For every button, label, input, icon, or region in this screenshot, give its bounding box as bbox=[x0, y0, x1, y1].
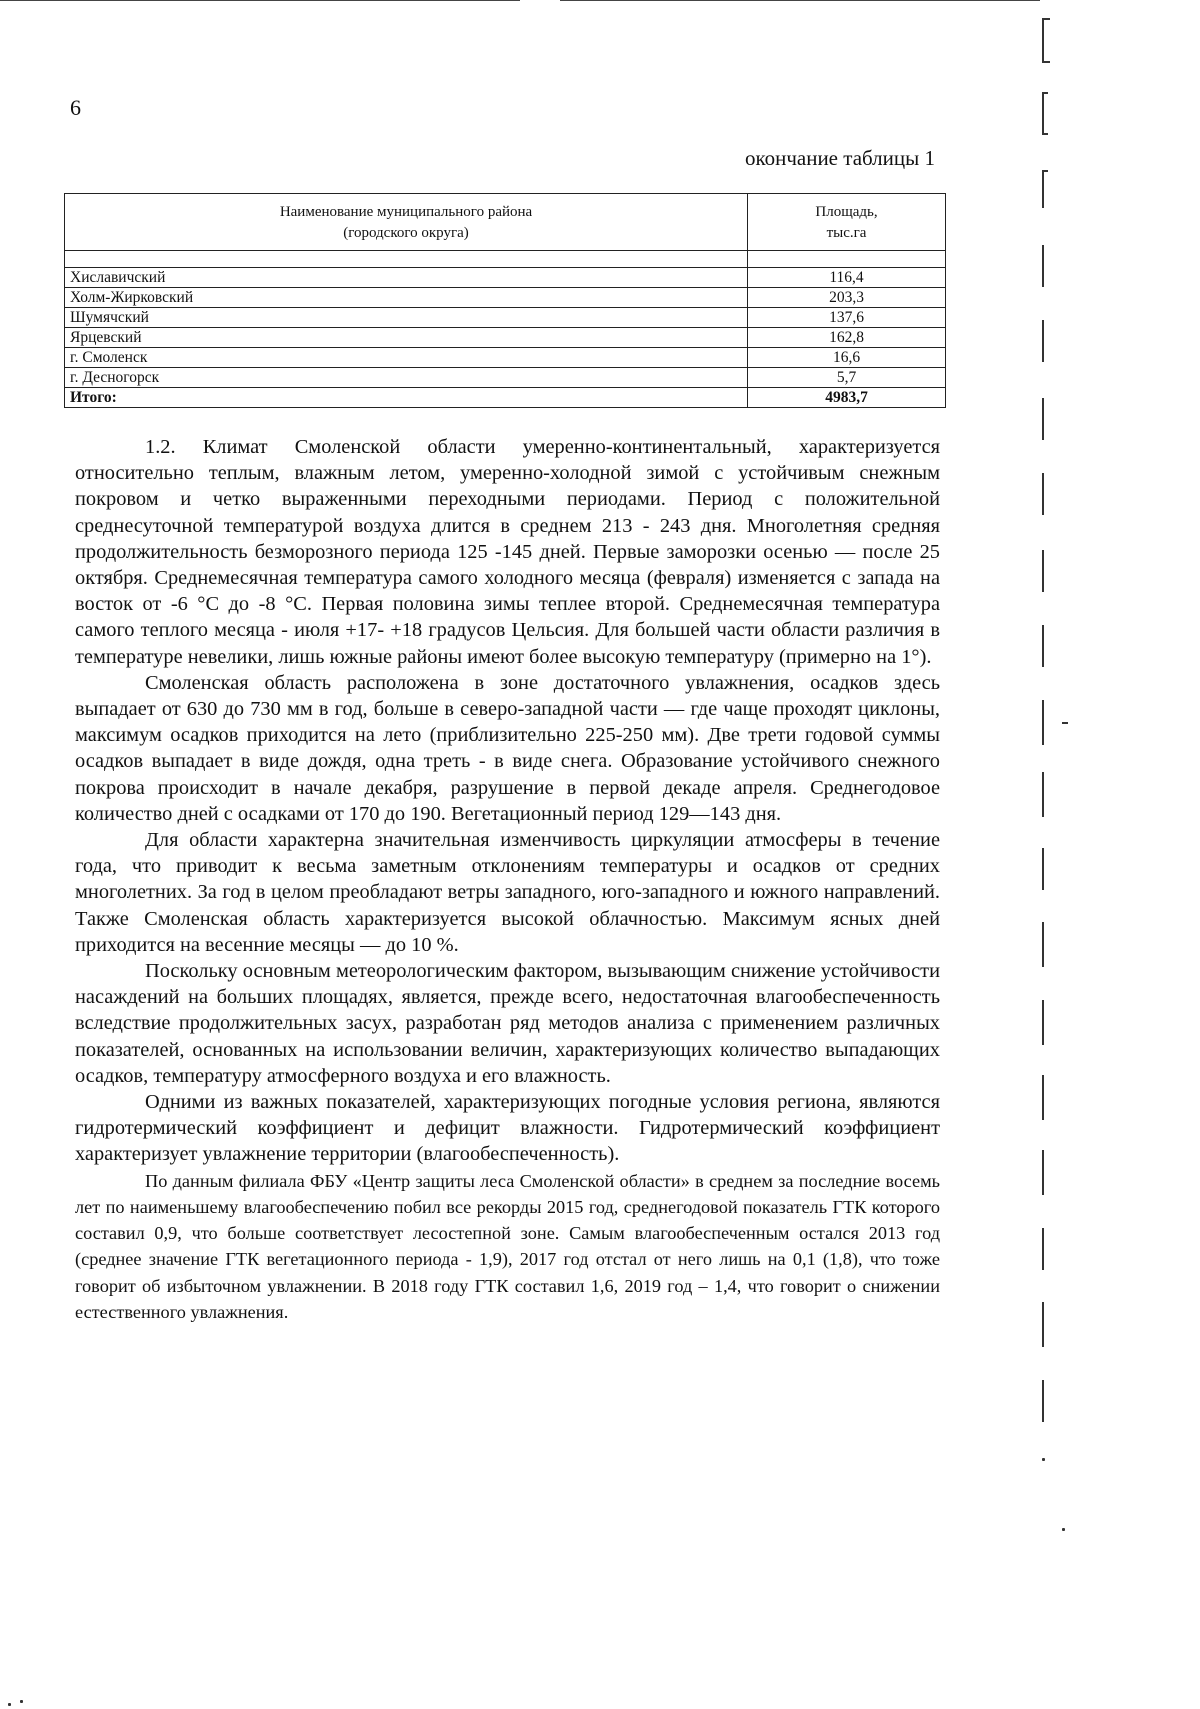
header-district-name: Наименование муниципального района (городского округа) bbox=[65, 194, 748, 251]
table-row bbox=[65, 328, 946, 348]
table-row bbox=[65, 288, 946, 308]
paragraph-gtk-data: По данным филиала ФБУ «Центр защиты леса Смоленской области» в среднем за последние восемь лет по наименьшему влагообеспечению побил все рекорды 2015 год, среднегодовой показатель ГТК которого составил 0,9, что больше соответствует лесостепной зоне. Самым влагообеспеченным остался 2013 год (среднее значение ГТК вегетационного периода - 1,9), 2017 год отстал от него лишь на 0,1 (1,8), что тоже говорит об избыточном увлажнении. В 2018 году ГТК составил 1,6, 2019 год – 1,4, что говорит о снижении естественного увлажнения. bbox=[75, 1170, 940, 1322]
table-header-row bbox=[65, 194, 946, 251]
municipal-area-table bbox=[64, 193, 946, 408]
table-row bbox=[65, 348, 946, 368]
page-number: 6 bbox=[70, 95, 81, 120]
table-caption: окончание таблицы 1 bbox=[744, 146, 935, 170]
table-row bbox=[65, 268, 946, 288]
district-area: 5,7 bbox=[748, 368, 946, 388]
district-name: г. Десногорск bbox=[65, 368, 748, 388]
district-name: г. Смоленск bbox=[65, 348, 748, 368]
district-name: Хиславичский bbox=[65, 268, 748, 288]
district-name: Холм-Жирковский bbox=[65, 288, 748, 308]
scan-edge-top-left bbox=[0, 0, 520, 1]
total-area: 4983,7 bbox=[748, 388, 946, 408]
paragraph-indicators: Одними из важных показателей, характеризующих погодные условия региона, являются гидротермический коэффициент и дефицит влажности. Гидротермический коэффициент характеризует увлажнение территории (влагообеспеченность). bbox=[75, 1091, 940, 1166]
district-area: 203,3 bbox=[748, 288, 946, 308]
total-label: Итого: bbox=[65, 388, 748, 408]
paragraph-precipitation: Смоленская область расположена в зоне достаточного увлажнения, осадков здесь выпадает от 630 до 730 мм в год, больше в северо-западной части — где чаще проходят циклоны, максимум осадков приходится на лето (приблизительно 225-250 мм). Две трети годовой суммы осадков выпадает в виде дождя, одна треть - в виде снега. Образование устойчивого снежного покрова происходит в начале декабря, разрушение в первой декаде апреля. Среднегодовое количество дней с осадками от 170 до 190. Вегетационный период 129—143 дня. bbox=[75, 671, 940, 825]
paragraph-circulation: Для области характерна значительная изменчивость циркуляции атмосферы в течение года, что приводит к весьма заметным отклонениям температуры и осадков от средних многолетних. За год в целом преобладают ветры западного, юго-западного и южного направлений. Также Смоленская область характеризуется высокой облачностью. Максимум ясных дней приходится на весенние месяцы — до 10 %. bbox=[75, 829, 940, 956]
district-name: Шумячский bbox=[65, 308, 748, 328]
table-row bbox=[65, 308, 946, 328]
paragraph-climate: 1.2. Климат Смоленской области умеренно-континентальный, характеризуется относительно теплым, влажным летом, умеренно-холодной зимой с устойчивым снежным покровом и четко выраженными переходными периодами. Период с положительной среднесуточной температурой воздуха длится в среднем 213 - 243 дня. Многолетняя средняя продолжительность безморозного периода 125 -145 дней. Первые заморозки осенью — после 25 октября. Среднемесячная температура самого холодного месяца (февраля) изменяется с запада на восток от -6 °С до -8 °С. Первая половина зимы теплее второй. Среднемесячная температура самого теплого месяца - июля +17- +18 градусов Цельсия. Для большей части области различия в температуре невелики, лишь южные районы имеют более высокую температуру (примерно на 1°). bbox=[75, 436, 940, 668]
table-row bbox=[65, 368, 946, 388]
table-spacer-row bbox=[65, 251, 946, 268]
body-text bbox=[75, 434, 940, 1325]
district-area: 116,4 bbox=[748, 268, 946, 288]
district-area: 137,6 bbox=[748, 308, 946, 328]
district-area: 162,8 bbox=[748, 328, 946, 348]
district-area: 16,6 bbox=[748, 348, 946, 368]
table-total-row bbox=[65, 388, 946, 408]
header-area: Площадь, тыс.га bbox=[748, 194, 946, 251]
district-name: Ярцевский bbox=[65, 328, 748, 348]
paragraph-drought-methods: Поскольку основным метеорологическим фактором, вызывающим снижение устойчивости насаждений на больших площадях, является, прежде всего, недостаточная влагообеспеченность вследствие продолжительных засух, разработан ряд методов анализа с применением различных показателей, основанных на использовании величин, характеризующих количество выпадающих осадков, температуру атмосферного воздуха и его влажность. bbox=[75, 960, 940, 1087]
scan-edge-top-right bbox=[560, 0, 1040, 1]
